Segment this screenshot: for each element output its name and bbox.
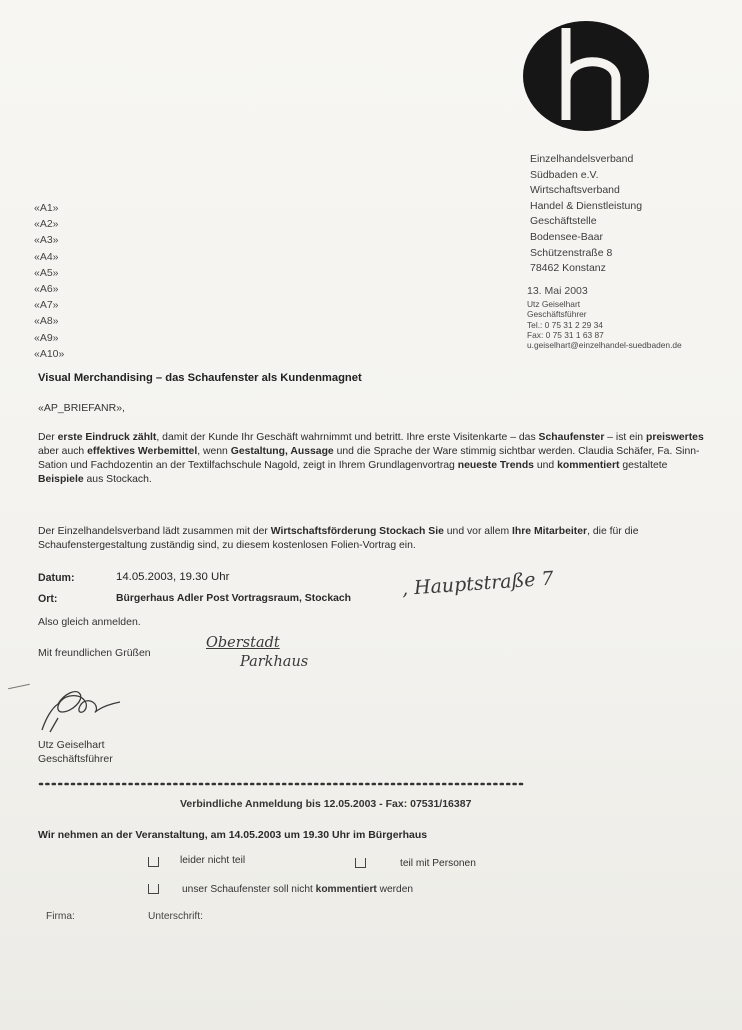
- text-run: und: [533, 459, 558, 471]
- signature-icon: [36, 674, 126, 736]
- address-field: «A8»: [34, 315, 59, 328]
- contact-role: Geschäftsführer: [527, 309, 587, 320]
- address-field: «A5»: [34, 266, 59, 279]
- org-line: Südbaden e.V.: [530, 168, 599, 181]
- handwritten-note: Oberstadt: [206, 635, 280, 651]
- org-line: Einzelhandelsverband: [530, 153, 634, 165]
- org-line: Handel & Dienstleistung: [530, 199, 643, 212]
- signer-name: Utz Geiselhart: [38, 739, 105, 751]
- handwritten-note: Parkhaus: [240, 654, 309, 670]
- participation-statement: Wir nehmen an der Veranstaltung, am 14.05.2003 um 19.30 Uhr im Bürgerhaus: [38, 829, 428, 841]
- text-run: Der: [38, 432, 58, 443]
- text-run: gestaltete: [619, 459, 668, 471]
- signer-role: Geschäftsführer: [38, 753, 113, 765]
- address-field: «A2»: [34, 218, 59, 231]
- bold-run: Beispiele: [38, 473, 84, 485]
- contact-tel: Tel.: 0 75 31 2 29 34: [527, 319, 603, 330]
- registration-deadline: Verbindliche Anmeldung bis 12.05.2003 - Fax: 07531/16387: [180, 798, 472, 810]
- date-value: 14.05.2003, 19.30 Uhr: [116, 571, 230, 583]
- greeting: Mit freundlichen Grüßen: [38, 647, 151, 659]
- bold-run: neueste Trends: [457, 459, 534, 471]
- address-field: «A3»: [34, 234, 59, 247]
- letter-date: 13. Mai 2003: [527, 285, 588, 297]
- letter-subject: Visual Merchandising – das Schaufenster als Kundenmagnet: [38, 372, 362, 384]
- address-field: «A7»: [34, 299, 59, 312]
- address-fields: [34, 200, 64, 362]
- text-run: , wenn: [197, 445, 231, 457]
- checkbox-attending[interactable]: [355, 858, 366, 868]
- bold-run: effektives Werbemittel: [87, 445, 198, 457]
- option-attending: teil mit Personen: [400, 858, 476, 869]
- bold-run: erste Eindruck zählt: [57, 432, 157, 443]
- contact-block: [527, 286, 682, 351]
- company-field-label: Firma:: [46, 911, 75, 922]
- salutation: «AP_BRIEFANR»,: [38, 402, 125, 414]
- text-run: – ist ein: [604, 432, 646, 443]
- org-line: Geschäftstelle: [530, 215, 597, 228]
- org-line: Schützenstraße 8: [530, 246, 613, 259]
- text-run: unser Schaufenster soll nicht: [182, 884, 316, 895]
- bold-run: kommentiert: [557, 459, 620, 471]
- org-line: Bodensee-Baar: [530, 230, 603, 243]
- h-logo-icon: [522, 20, 650, 132]
- bold-run: kommentiert: [315, 884, 377, 895]
- bold-run: Wirtschaftsförderung Stockach Sie: [270, 526, 444, 537]
- option-no-comment: [182, 884, 413, 895]
- checkbox-no-comment[interactable]: [148, 884, 159, 894]
- handwritten-address-note: , Hauptstraße 7: [401, 567, 555, 600]
- text-run: , damit der Kunde Ihr Geschäft wahrnimmt und betritt. Ihre erste Visitenkarte – das: [156, 432, 539, 443]
- contact-fax: Fax: 0 75 31 1 63 87: [527, 330, 604, 341]
- text-run: aus Stockach.: [83, 473, 152, 485]
- cut-line: [38, 781, 528, 787]
- text-run: , die für die Schaufenstergestaltung zuständig sind, zu diesem kostenlosen Folien-Vortrag ein.: [38, 526, 639, 551]
- text-run: werden: [376, 884, 414, 895]
- address-field: «A1»: [34, 202, 59, 214]
- option-not-attending: leider nicht teil: [180, 855, 246, 866]
- bold-run: preiswertes: [645, 432, 704, 443]
- checkbox-not-attending[interactable]: [148, 857, 159, 867]
- bold-run: Schaufenster: [538, 432, 605, 443]
- paragraph-intro: [38, 431, 708, 487]
- address-field: «A6»: [34, 283, 59, 296]
- contact-email: u.geiselhart@einzelhandel-suedbaden.de: [527, 340, 682, 351]
- margin-mark: [8, 684, 30, 690]
- address-field: «A4»: [34, 250, 59, 263]
- text-run: Der Einzelhandelsverband lädt zusammen mit der: [38, 526, 271, 537]
- org-line: Wirtschaftsverband: [530, 184, 620, 197]
- bold-run: Gestaltung, Aussage: [230, 445, 334, 457]
- call-to-action: Also gleich anmelden.: [38, 616, 141, 628]
- text-run: aber auch: [38, 445, 88, 457]
- text-run: und vor allem: [443, 526, 513, 537]
- paragraph-invitation: [38, 525, 708, 553]
- organization-block: [530, 152, 642, 277]
- signer-block: [38, 738, 113, 766]
- bold-run: Ihre Mitarbeiter: [512, 526, 588, 537]
- place-label: Ort:: [38, 593, 58, 605]
- address-field: «A9»: [34, 331, 59, 344]
- signature-field-label: Unterschrift:: [148, 911, 203, 922]
- contact-name: Utz Geiselhart: [527, 298, 581, 309]
- date-label: Datum:: [38, 572, 75, 584]
- address-field: «A10»: [34, 347, 65, 360]
- org-line: 78462 Konstanz: [530, 262, 606, 275]
- place-value: Bürgerhaus Adler Post Vortragsraum, Stockach: [116, 593, 352, 604]
- text-run: und die Sprache der Ware stimmig sichtbar werden. Claudia Schäfer, Fa. Sinn-Sation und Fachdozentin an der Textilfachschule Nagold, zeigt in Ihrem Grundlagenvortrag: [38, 445, 700, 471]
